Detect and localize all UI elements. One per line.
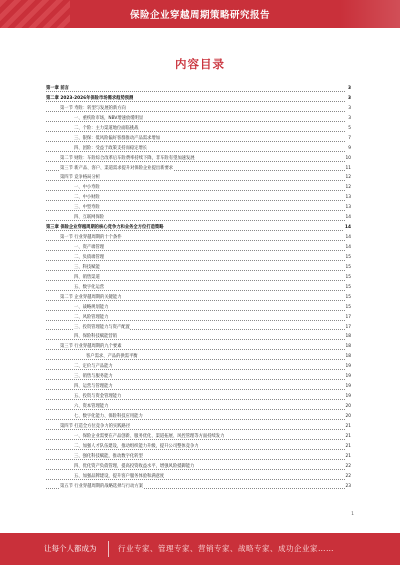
toc-entry-page: 10 — [345, 154, 351, 164]
toc-entry-label: 四、运营与管理能力 — [74, 384, 113, 390]
footer-slogan: 让每个人都成为 — [44, 544, 97, 553]
toc-entry-page: 15 — [345, 283, 351, 293]
toc-entry-page: 21 — [345, 452, 351, 462]
leader-dots — [46, 359, 345, 360]
toc-entry-page: 22 — [345, 462, 351, 472]
toc-entry-label: 四、团险：受益于政策支持而稳定增长 — [74, 145, 148, 151]
toc-entry[interactable] — [46, 134, 351, 144]
leader-dots — [46, 369, 345, 370]
toc-entry-page: 3 — [347, 114, 351, 124]
toc-entry-page: 19 — [345, 372, 351, 382]
toc-entry-page: 5 — [347, 124, 351, 134]
toc-entry[interactable] — [46, 452, 351, 462]
toc-entry[interactable] — [46, 253, 351, 263]
toc-entry-label: 第四节 打造全方位竞争力的实践路径 — [60, 423, 131, 429]
toc-entry-page: 15 — [345, 273, 351, 283]
leader-dots — [46, 220, 345, 221]
toc-entry-label: 客户需求、产品的供需平衡 — [86, 354, 138, 360]
toc-entry-page: 13 — [345, 203, 351, 213]
leader-dots — [46, 250, 345, 251]
footer-divider — [108, 541, 109, 557]
toc-entry-label: 第五节 行业穿越周期的战略选择与行动方案 — [60, 483, 144, 489]
toc-entry-label: 一、中小寿险 — [74, 185, 100, 191]
toc-entry-page: 14 — [344, 223, 351, 233]
toc-entry-label: 二、定价与产品能力 — [74, 364, 113, 370]
toc-entry-label: 六、资本管理能力 — [74, 404, 109, 409]
toc-entry-label: 一、资产端管理 — [74, 245, 105, 250]
toc-entry-page: 19 — [345, 392, 351, 402]
toc-entry-page: 15 — [345, 253, 351, 263]
toc-entry[interactable] — [46, 422, 351, 432]
toc-entry-label: 二、加强人才队伍建设，推动组织能力升级，提升公司整体竞争力 — [74, 443, 199, 449]
toc-entry-label: 一、保险企业需要在产品创新、服务优化、渠道拓展、风控管理等方面持续发力 — [74, 433, 225, 439]
toc-entry[interactable] — [46, 154, 351, 164]
leader-dots — [46, 349, 345, 350]
toc-entry-page: 21 — [345, 432, 351, 442]
toc-entry-page: 13 — [345, 193, 351, 203]
toc-entry[interactable] — [46, 283, 351, 293]
toc-entry-page: 9 — [347, 144, 351, 154]
leader-dots — [46, 91, 345, 92]
toc-entry-page: 19 — [345, 362, 351, 372]
toc-entry-label: 第四节 竞争格局分析 — [60, 175, 101, 181]
toc-entry-label: 七、数字化能力、保险科技应用能力 — [74, 413, 143, 419]
toc-entry[interactable] — [46, 323, 351, 333]
leader-dots — [46, 399, 345, 400]
toc-entry[interactable] — [46, 392, 351, 402]
toc-entry-label: 三、强化科技赋能，推动数字化转型 — [74, 453, 143, 459]
toc-entry-label: 二、负债端管理 — [74, 254, 105, 260]
toc-entry[interactable] — [46, 124, 351, 134]
footer-bar — [0, 533, 400, 565]
toc-entry-label: 三、投资管理能力与资产配置 — [74, 324, 130, 330]
toc-entry[interactable] — [46, 84, 351, 94]
toc-entry-label: 第三节 行业穿越周期的九个要素 — [60, 344, 122, 350]
toc-entry[interactable] — [46, 164, 351, 174]
toc-entry-page: 12 — [345, 183, 351, 193]
toc-entry[interactable] — [46, 213, 351, 223]
toc-entry[interactable] — [46, 382, 351, 392]
toc-entry[interactable] — [46, 462, 351, 472]
toc-entry-page: 20 — [345, 412, 351, 422]
toc-entry-label: 第一节 寿险：转型与发展的新方向 — [60, 105, 126, 111]
toc-entry-label: 二、个险：主力渠道地位面临挑战 — [74, 125, 139, 131]
toc-entry-page: 3 — [347, 104, 351, 114]
toc-entry-page: 3 — [347, 84, 351, 94]
toc-entry-label: 五、加强品牌建设，提升客户服务体验和满意度 — [74, 473, 165, 479]
toc-entry-page: 14 — [345, 243, 351, 253]
toc-entry[interactable] — [46, 173, 351, 183]
toc-entry-label: 四、保险科技赋能营销 — [74, 334, 117, 340]
toc-entry[interactable] — [46, 293, 351, 303]
toc-entry-label: 二、风险管理能力 — [74, 314, 109, 320]
toc-entry[interactable] — [46, 482, 351, 492]
toc-entry-label: 三、银保：低风险偏好客群推动产品需求增加 — [74, 135, 160, 141]
toc-entry[interactable] — [46, 432, 351, 442]
header-bar — [0, 0, 400, 28]
toc-entry[interactable] — [46, 233, 351, 243]
toc-entry-label: 五、数字化运营 — [74, 284, 105, 290]
toc-entry-label: 第一节 行业穿越周期的十个条件 — [60, 235, 122, 241]
leader-dots — [46, 260, 345, 261]
toc-entry-page: 20 — [345, 402, 351, 412]
toc-entry-page: 12 — [345, 173, 351, 183]
toc-entry-label: 三、销售与服务能力 — [74, 374, 113, 380]
toc-entry-page: 23 — [345, 482, 351, 492]
toc-entry[interactable] — [46, 412, 351, 422]
toc-entry[interactable] — [46, 472, 351, 482]
toc-entry-label: 第三节 新产品、客户、渠道需求提升对保险企业提出新要求 — [60, 165, 174, 171]
toc-entry[interactable] — [46, 223, 351, 233]
toc-entry[interactable] — [46, 94, 351, 104]
toc-entry[interactable] — [46, 203, 351, 213]
toc-entry-page: 11 — [345, 164, 351, 174]
toc-entry-label: 一、战略规划能力 — [74, 304, 109, 310]
toc-entry-page: 18 — [345, 332, 351, 342]
toc-entry-page: 17 — [345, 313, 351, 323]
toc-entry[interactable] — [46, 303, 351, 313]
toc-entry[interactable] — [46, 332, 351, 342]
toc-entry-label: 第二节 企业穿越周期的关键能力 — [60, 294, 122, 300]
toc-entry[interactable] — [46, 104, 351, 114]
toc-entry[interactable] — [46, 114, 351, 124]
leader-dots — [46, 409, 345, 410]
toc-title: 内容目录 — [175, 57, 225, 71]
leader-dots — [46, 339, 345, 340]
toc-entry-label: 二、中小财险 — [74, 195, 100, 201]
leader-dots — [46, 190, 345, 191]
toc-entry[interactable] — [46, 402, 351, 412]
toc-entry-label: 一、重疾险市场，NBV增速放缓明显 — [74, 115, 144, 121]
toc-entry-page: 18 — [345, 342, 351, 352]
toc-entry-page: 15 — [345, 263, 351, 273]
toc-entry[interactable] — [46, 183, 351, 193]
leader-dots — [46, 101, 345, 102]
toc-entry[interactable] — [46, 352, 351, 362]
toc-entry-label: 四、互联网保险 — [74, 215, 105, 221]
toc-entry[interactable] — [46, 372, 351, 382]
toc-entry[interactable] — [46, 263, 351, 273]
toc-entry[interactable] — [46, 193, 351, 203]
toc-entry-label: 五、投资与资金管理能力 — [74, 394, 122, 400]
leader-dots — [46, 200, 345, 201]
page-number: 1 — [351, 512, 354, 517]
toc-entry-page: 3 — [347, 94, 351, 104]
toc-entry-label: 三、科技赋能 — [74, 264, 100, 270]
toc-entry-label: 四、销售渠道 — [74, 274, 100, 280]
toc-entry-label: 三、中型寿险 — [74, 205, 100, 211]
toc-entry-page: 21 — [345, 442, 351, 452]
toc-entry[interactable] — [46, 442, 351, 452]
leader-dots — [46, 389, 345, 390]
report-title: 保险企业穿越周期策略研究报告 — [129, 10, 270, 21]
toc-entry-page: 7 — [347, 134, 351, 144]
leader-dots — [46, 210, 345, 211]
toc-entry[interactable] — [46, 313, 351, 323]
leader-dots — [46, 180, 345, 181]
toc-entry-page: 22 — [345, 472, 351, 482]
leader-dots — [46, 379, 345, 380]
toc-entry[interactable] — [46, 273, 351, 283]
toc-entry[interactable] — [46, 362, 351, 372]
toc-entry[interactable] — [46, 144, 351, 154]
toc-entry[interactable] — [46, 243, 351, 253]
toc-entry-label: 第二节 财险：车险综合改革后车险费率持续下降，非车险有望加速发展 — [60, 155, 195, 161]
toc-entry-label: 四、优化资产负债管理，提高投资收益水平，增强风险抵御能力 — [74, 463, 195, 469]
toc-entry-page: 14 — [345, 213, 351, 223]
toc-entry-page: 17 — [345, 323, 351, 333]
leader-dots — [46, 230, 345, 231]
leader-dots — [46, 419, 345, 420]
toc-entry-page: 19 — [345, 382, 351, 392]
toc-entry[interactable] — [46, 342, 351, 352]
toc-entry-label: 第一章 前言 — [46, 86, 69, 91]
toc-entry-page: 18 — [345, 352, 351, 362]
leader-dots — [46, 240, 345, 241]
toc-entry-page: 15 — [345, 293, 351, 303]
table-of-contents — [46, 84, 351, 491]
toc-entry-label: 第二章 2023-2026年保险市场需求趋势预测 — [46, 95, 134, 101]
toc-entry-page: 14 — [345, 233, 351, 243]
toc-entry-page: 15 — [345, 303, 351, 313]
toc-entry-label: 第三章 保险企业穿越周期的核心竞争力和业务全方位打造策略 — [46, 225, 164, 231]
footer-tagline: 行业专家、管理专家、营销专家、战略专家、成功企业家…… — [118, 544, 334, 553]
toc-entry-page: 21 — [345, 422, 351, 432]
